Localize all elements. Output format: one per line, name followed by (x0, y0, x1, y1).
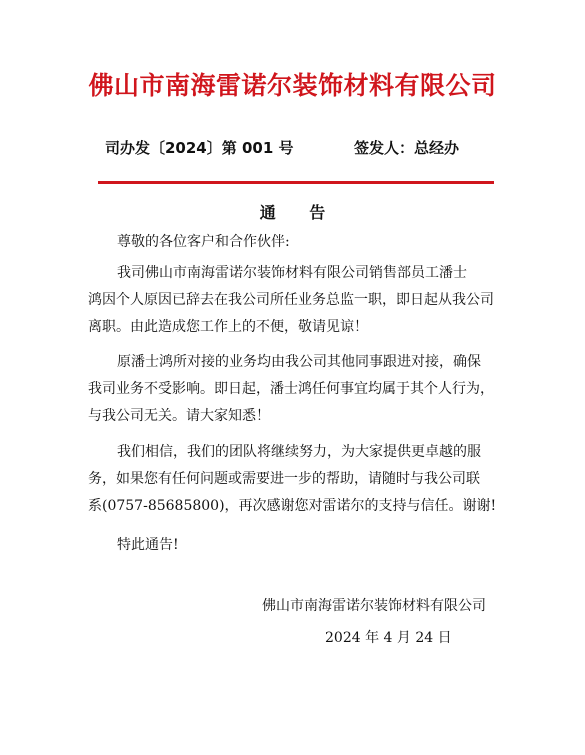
paragraph-2-line-2: 我司业务不受影响。即日起，潘士鸿任何事宜均属于其个人行为， (88, 381, 494, 397)
organization-title: 佛山市南海雷诺尔装饰材料有限公司 (88, 71, 497, 100)
paragraph-1-line-3: 离职。由此造成您工作上的不便，敬请见谅！ (88, 319, 368, 335)
paragraph-2-line-1: 原潘士鸿所对接的业务均由我公司其他同事跟进对接，确保 (117, 354, 481, 370)
paragraph-1-line-2: 鸿因个人原因已辞去在我公司所任业务总监一职，即日起从我公司 (88, 292, 494, 308)
header-divider (98, 181, 494, 184)
paragraph-1-line-1: 我司佛山市南海雷诺尔装饰材料有限公司销售部员工潘士 (117, 265, 467, 281)
closing-line: 特此通告! (117, 537, 179, 553)
document-number: 司办发〔2024〕第 001 号 (105, 139, 294, 157)
signature-date: 2024 年 4 月 24 日 (325, 630, 452, 646)
paragraph-2-line-3: 与我公司无关。请大家知悉！ (88, 408, 270, 424)
signature-company: 佛山市南海雷诺尔装饰材料有限公司 (262, 598, 486, 614)
paragraph-3-line-2: 务，如果您有任何问题或需要进一步的帮助，请随时与我公司联 (88, 471, 480, 487)
notice-title: 通 告 (259, 203, 340, 222)
paragraph-3-line-1: 我们相信，我们的团队将继续努力，为大家提供更卓越的服 (117, 444, 481, 460)
salutation: 尊敬的各位客户和合作伙伴: (117, 234, 290, 250)
paragraph-3-line-3: 系(0757-85685800)，再次感谢您对雷诺尔的支持与信任。谢谢! (88, 498, 497, 514)
issuer-label: 签发人：总经办 (354, 139, 460, 157)
